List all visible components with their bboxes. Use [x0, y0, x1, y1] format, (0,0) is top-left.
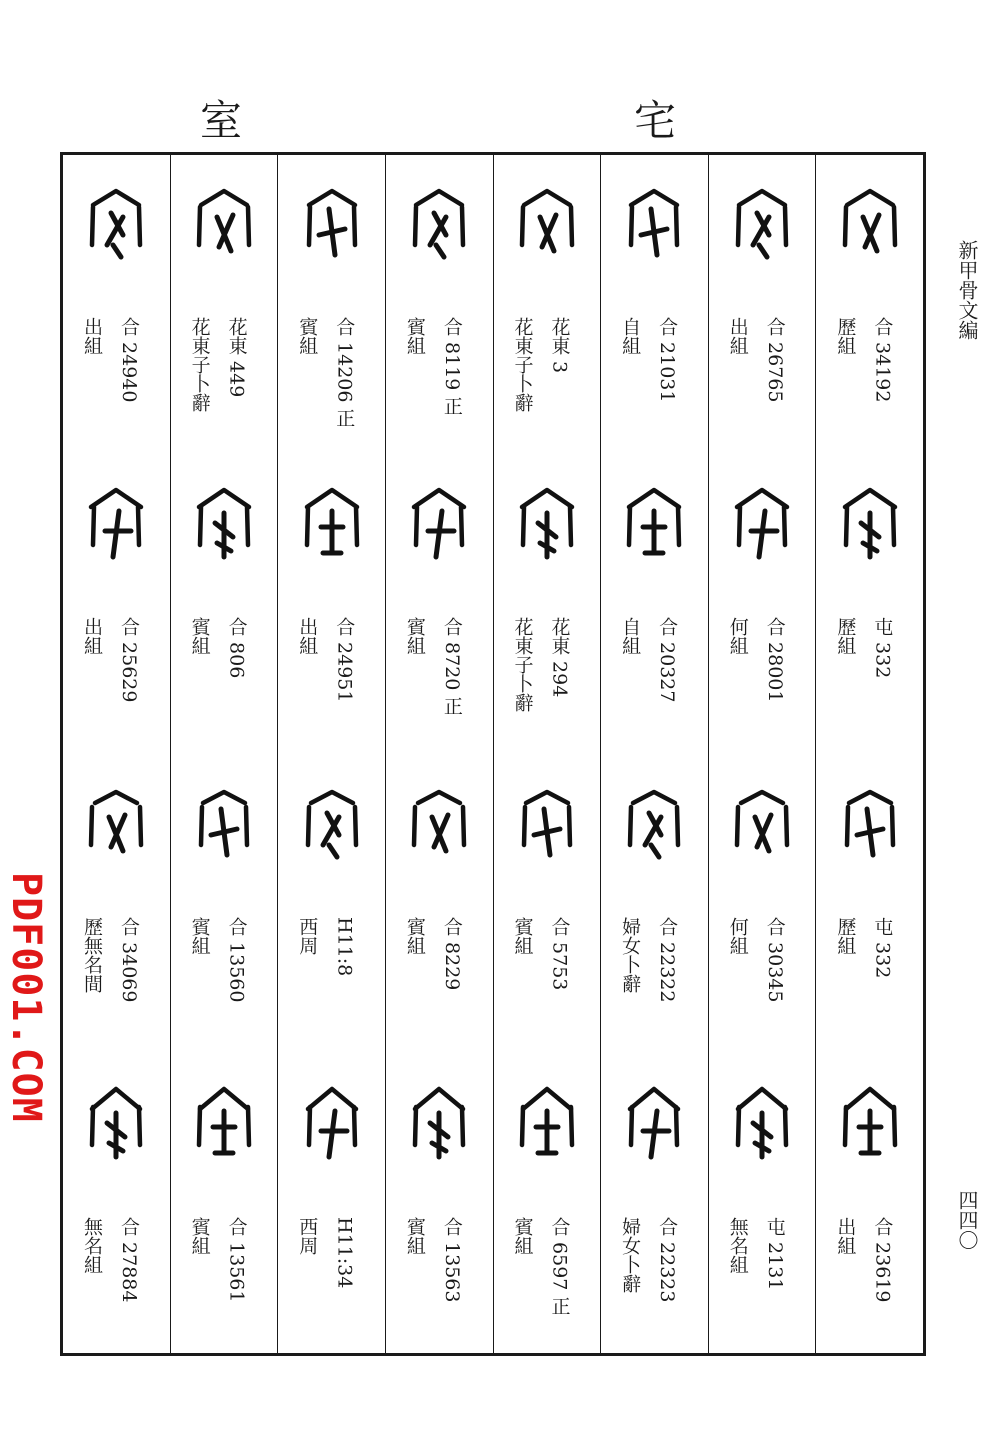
source-reference: 合 14206 正: [333, 317, 356, 428]
oracle-bone-glyph-icon: [729, 1087, 795, 1167]
source-reference: 合 21031: [656, 317, 679, 403]
oracle-bone-glyph-icon: [406, 187, 472, 267]
watermark: PDF001.COM: [3, 872, 49, 1123]
period-group: 歷組: [834, 317, 857, 355]
page-number: 四四〇: [955, 1190, 979, 1250]
source-reference: 合 25629: [118, 617, 140, 703]
glyph-entry: [386, 1055, 493, 1355]
table-column: [708, 155, 816, 1353]
period-group: 花東子卜辭: [511, 317, 534, 412]
source-reference: 合 30345: [763, 917, 786, 1003]
period-group: 花東子卜辭: [511, 617, 534, 712]
oracle-bone-glyph-icon: [514, 487, 580, 567]
oracle-bone-glyph-icon: [299, 787, 365, 867]
oracle-bone-glyph-icon: [83, 487, 149, 567]
glyph-entry: [386, 455, 493, 755]
period-group: 歷無名間: [81, 917, 103, 993]
oracle-bone-glyph-icon: [837, 187, 903, 267]
source-reference: 合 22323: [656, 1217, 679, 1303]
source-reference: H11:34: [333, 1217, 356, 1289]
table-column: [815, 155, 923, 1353]
glyph-entry: [709, 1055, 816, 1355]
oracle-bone-glyph-icon: [406, 787, 472, 867]
source-reference: 屯 332: [871, 917, 894, 979]
glyph-entry: [709, 455, 816, 755]
oracle-bone-glyph-icon: [621, 787, 687, 867]
oracle-bone-glyph-icon: [191, 187, 257, 267]
source-reference: 合 13560: [225, 917, 248, 1003]
period-group: 出組: [726, 317, 749, 355]
period-group: 賓組: [511, 1217, 534, 1255]
table-column: [63, 155, 170, 1353]
oracle-bone-glyph-icon: [299, 1087, 365, 1167]
glyph-entry: [63, 455, 170, 755]
oracle-bone-glyph-icon: [729, 487, 795, 567]
oracle-bone-glyph-icon: [729, 187, 795, 267]
glyph-entry: [386, 755, 493, 1055]
oracle-bone-glyph-icon: [83, 1087, 149, 1167]
glyph-entry: [171, 755, 278, 1055]
period-group: 賓組: [188, 917, 211, 955]
source-reference: 合 22322: [656, 917, 679, 1003]
oracle-bone-glyph-icon: [837, 787, 903, 867]
period-group: 歷組: [834, 617, 857, 655]
source-reference: 合 20327: [656, 617, 679, 703]
oracle-bone-glyph-icon: [729, 787, 795, 867]
oracle-bone-glyph-icon: [191, 787, 257, 867]
period-group: 賓組: [403, 317, 426, 355]
glyph-entry: [601, 455, 708, 755]
glyph-entry: [816, 455, 923, 755]
period-group: 賓組: [403, 917, 426, 955]
source-reference: 合 6597 正: [548, 1217, 571, 1316]
source-reference: 合 34069: [118, 917, 140, 1003]
period-group: 賓組: [511, 917, 534, 955]
glyph-entry: [494, 755, 601, 1055]
period-group: 無名組: [81, 1217, 103, 1274]
period-group: 西周: [296, 1217, 319, 1255]
glyph-entry: [601, 755, 708, 1055]
table-column: [385, 155, 493, 1353]
period-group: 花東子卜辭: [188, 317, 211, 412]
glyph-entry: [171, 455, 278, 755]
period-group: 賓組: [403, 617, 426, 655]
period-group: 婦女卜辭: [619, 1217, 642, 1293]
oracle-bone-glyph-icon: [514, 187, 580, 267]
period-group: 無名組: [726, 1217, 749, 1274]
source-reference: 花東 449: [225, 317, 248, 398]
glyph-entry: [63, 1055, 170, 1355]
glyph-entry: [709, 155, 816, 455]
period-group: 歷組: [834, 917, 857, 955]
oracle-bone-glyph-icon: [837, 1087, 903, 1167]
source-reference: 合 26765: [763, 317, 786, 403]
period-group: 西周: [296, 917, 319, 955]
glyph-entry: [601, 155, 708, 455]
period-group: 何組: [726, 917, 749, 955]
oracle-bone-glyph-icon: [514, 1087, 580, 1167]
source-reference: 合 8119 正: [440, 317, 463, 416]
source-reference: 合 34192: [871, 317, 894, 403]
period-group: 婦女卜辭: [619, 917, 642, 993]
heading-zhai: 宅: [634, 96, 677, 145]
period-group: 出組: [81, 317, 103, 355]
oracle-bone-glyph-icon: [191, 487, 257, 567]
oracle-bone-glyph-icon: [406, 487, 472, 567]
period-group: 出組: [296, 617, 319, 655]
oracle-bone-glyph-icon: [621, 487, 687, 567]
period-group: 出組: [834, 1217, 857, 1255]
glyph-entry: [278, 455, 385, 755]
glyph-entry: [494, 455, 601, 755]
oracle-bone-glyph-icon: [514, 787, 580, 867]
table-column: [600, 155, 708, 1353]
oracle-bone-glyph-icon: [299, 187, 365, 267]
source-reference: 花東 3: [548, 317, 571, 374]
source-reference: 合 24951: [333, 617, 356, 703]
oracle-bone-glyph-icon: [621, 1087, 687, 1167]
period-group: 賓組: [188, 1217, 211, 1255]
glyph-entry: [278, 755, 385, 1055]
glyph-entry: [171, 155, 278, 455]
period-group: 賓組: [188, 617, 211, 655]
source-reference: 合 8720 正: [440, 617, 463, 716]
source-reference: 合 13561: [225, 1217, 248, 1303]
glyph-entry: [63, 155, 170, 455]
oracle-bone-glyph-icon: [83, 187, 149, 267]
oracle-bone-glyph-icon: [837, 487, 903, 567]
oracle-bone-glyph-icon: [406, 1087, 472, 1167]
glyph-entry: [816, 1055, 923, 1355]
glyph-table: [60, 152, 926, 1356]
book-title: 新甲骨文編: [955, 240, 979, 340]
source-reference: H11:8: [333, 917, 356, 977]
glyph-entry: [278, 1055, 385, 1355]
glyph-entry: [709, 755, 816, 1055]
period-group: 何組: [726, 617, 749, 655]
glyph-entry: [63, 755, 170, 1055]
source-reference: 合 8229: [440, 917, 463, 991]
oracle-bone-glyph-icon: [299, 487, 365, 567]
glyph-entry: [386, 155, 493, 455]
period-group: 賓組: [403, 1217, 426, 1255]
source-reference: 合 28001: [763, 617, 786, 703]
source-reference: 合 24940: [118, 317, 140, 403]
source-reference: 合 27884: [118, 1217, 140, 1303]
period-group: 賓組: [296, 317, 319, 355]
glyph-entry: [171, 1055, 278, 1355]
period-group: 出組: [81, 617, 103, 655]
source-reference: 花東 294: [548, 617, 571, 698]
table-column: [493, 155, 601, 1353]
source-reference: 屯 2131: [763, 1217, 786, 1291]
period-group: 自組: [619, 617, 642, 655]
source-reference: 屯 332: [871, 617, 894, 679]
oracle-bone-glyph-icon: [621, 187, 687, 267]
source-reference: 合 5753: [548, 917, 571, 991]
source-reference: 合 13563: [440, 1217, 463, 1303]
source-reference: 合 806: [225, 617, 248, 679]
glyph-entry: [816, 155, 923, 455]
heading-shi: 室: [200, 96, 243, 145]
glyph-entry: [494, 155, 601, 455]
period-group: 自組: [619, 317, 642, 355]
glyph-entry: [601, 1055, 708, 1355]
table-column: [170, 155, 278, 1353]
source-reference: 合 23619: [871, 1217, 894, 1303]
glyph-entry: [494, 1055, 601, 1355]
glyph-entry: [278, 155, 385, 455]
oracle-bone-glyph-icon: [83, 787, 149, 867]
table-column: [277, 155, 385, 1353]
oracle-bone-glyph-icon: [191, 1087, 257, 1167]
glyph-entry: [816, 755, 923, 1055]
